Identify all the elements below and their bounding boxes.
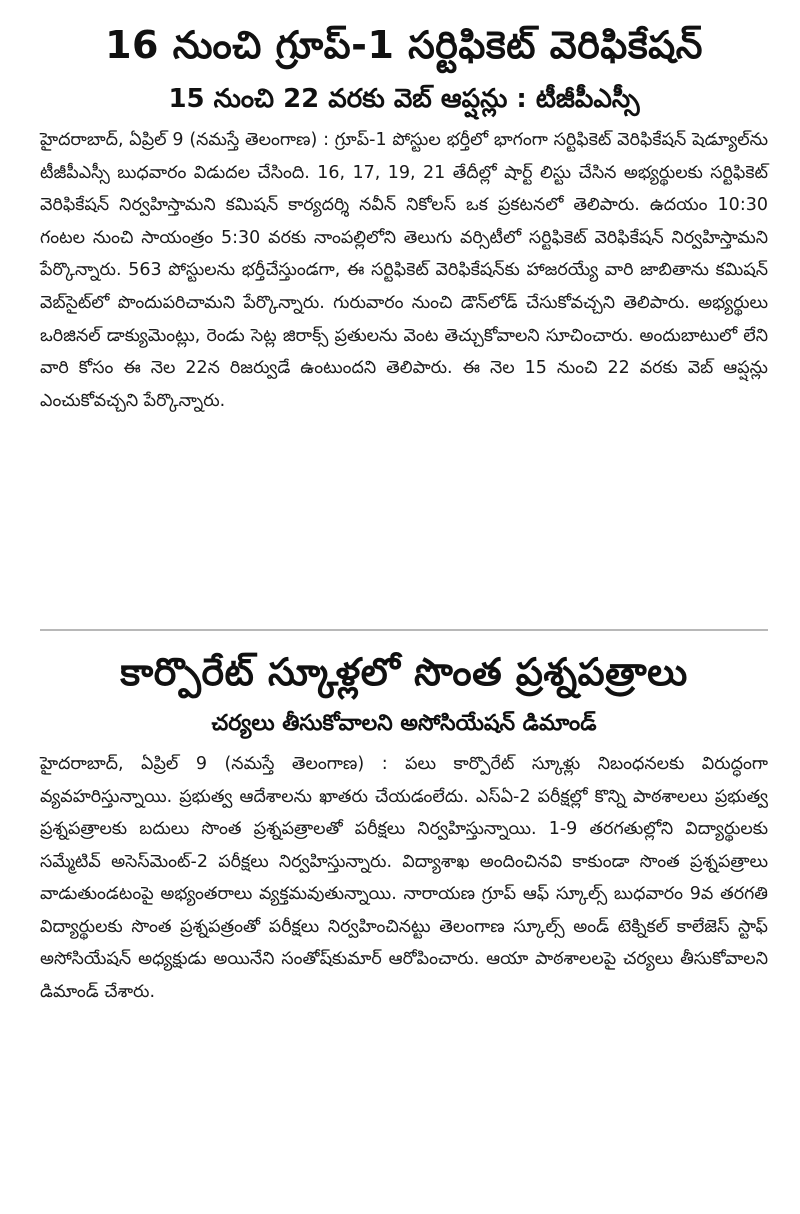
headline: కార్పొరేట్ స్కూళ్లలో సొంత ప్రశ్నపత్రాలు bbox=[120, 650, 688, 694]
article-body: హైదరాబాద్, ఏప్రిల్ 9 (నమస్తే తెలంగాణ) : పలు కార్పొరేట్ స్కూళ్లు నిబంధనలకు విరుద్ధంగా వ్యవహరిస్తున్నాయి. ప్రభుత్వ ఆదేశాలను ఖాతరు చేయడంలేదు. ఎస్ఏ-2 పరీక్షల్లో కొన్ని పాఠశాలలు ప్రభుత్వ ప్రశ్నపత్రాలకు బదులు సొంత ప్రశ్నపత్రాలతో పరీక్షలు నిర్వహిస్తున్నాయి. 1-9 తరగతుల్లోని విద్యార్థులకు సమ్మేటివ్ అసెస్‌మెంట్-2 పరీక్షలు నిర్వహిస్తున్నారు. విద్యాశాఖ అందించినవి కాకుండా సొంత ప్రశ్నపత్రాలు వాడుతుండటంపై అభ్యంతరాలు వ్యక్తమవుతున్నాయి. నారాయణ గ్రూప్ ఆఫ్ స్కూల్స్ బుధవారం 9వ తరగతి విద్యార్థులకు సొంత ప్రశ్నపత్రంతో పరీక్షలు నిర్వహించినట్టు తెలంగాణ స్కూల్స్ అండ్ టెక్నికల్ కాలేజెస్ స్టాఫ్ అసోసియేషన్ అధ్యక్షుడు అయినేని సంతోష్‌కుమార్ ఆరోపించారు. ఆయా పాఠశాలలపై చర్యలు తీసుకోవాలని డిమాండ్ చేశారు. bbox=[40, 754, 768, 1002]
headline: 16 నుంచి గ్రూప్-1 సర్టిఫికెట్ వెరిఫికేషన్ bbox=[105, 23, 703, 67]
article-corporate-schools bbox=[40, 640, 768, 1008]
subheadline: చర్యలు తీసుకోవాలని అసోసియేషన్ డిమాండ్ bbox=[211, 711, 597, 736]
article-group1-verification bbox=[40, 14, 768, 417]
subheadline: 15 నుంచి 22 వరకు వెబ్ ఆప్షన్లు : టీజీపీఎస్సీ bbox=[168, 84, 640, 114]
article-divider bbox=[40, 629, 768, 631]
article-body: హైదరాబాద్, ఏప్రిల్ 9 (నమస్తే తెలంగాణ) : గ్రూప్-1 పోస్టుల భర్తీలో భాగంగా సర్టిఫికెట్ వెరిఫికేషన్ షెడ్యూల్‌ను టీజీపీఎస్సీ బుధవారం విడుదల చేసింది. 16, 17, 19, 21 తేదీల్లో షార్ట్ లిస్టు చేసిన అభ్యర్థులకు సర్టిఫికెట్ వెరిఫికేషన్ నిర్వహిస్తామని కమిషన్ కార్యదర్శి నవీన్ నికోలస్ ఒక ప్రకటనలో తెలిపారు. ఉదయం 10:30 గంటల నుంచి సాయంత్రం 5:30 వరకు నాంపల్లిలోని తెలుగు వర్సిటీలో సర్టిఫికెట్ వెరిఫికేషన్ నిర్వహిస్తామని పేర్కొన్నారు. 563 పోస్టులను భర్తీచేస్తుండగా, ఈ సర్టిఫికెట్ వెరిఫికేషన్‌కు హాజరయ్యే వారి జాబితాను కమిషన్ వెబ్‌సైట్‌లో పొందుపరిచామని పేర్కొన్నారు. గురువారం నుంచి డౌన్‌లోడ్ చేసుకోవచ్చని తెలిపారు. అభ్యర్థులు ఒరిజినల్ డాక్యుమెంట్లు, రెండు సెట్ల జిరాక్స్ ప్రతులను వెంట తెచ్చుకోవాలని సూచించారు. అందుబాటులో లేని వారి కోసం ఈ నెల 22న రిజర్వుడే ఉంటుందని తెలిపారు. ఈ నెల 15 నుంచి 22 వరకు వెబ్ ఆప్షన్లు ఎంచుకోవచ్చని పేర్కొన్నారు. bbox=[40, 130, 768, 411]
